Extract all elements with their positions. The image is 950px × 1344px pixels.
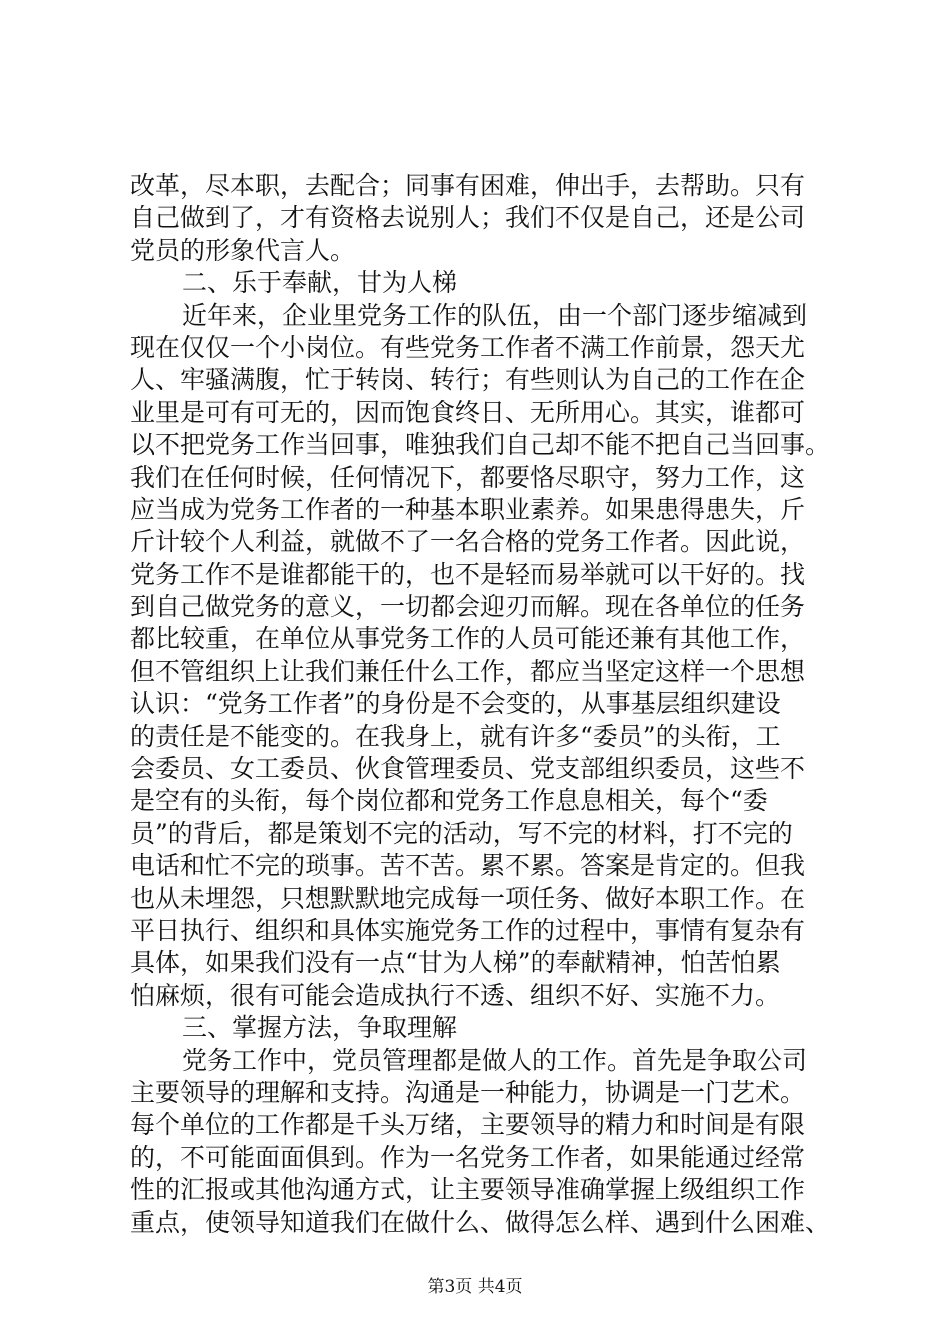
text-line: 斤计较个人利益，就做不了一名合格的党务工作者。因此说， xyxy=(130,527,806,557)
text-line: 认识：“党务工作者”的身份是不会变的，从事基层组织建设 xyxy=(130,689,781,719)
text-line: 都比较重，在单位从事党务工作的人员可能还兼有其他工作， xyxy=(130,624,806,654)
text-line: 每个单位的工作都是千头万绪，主要领导的精力和时间是有限 xyxy=(130,1110,806,1140)
text-line: 怕麻烦，很有可能会造成执行不透、组织不好、实施不力。 xyxy=(130,980,781,1010)
text-line: 会委员、女工委员、伙食管理委员、党支部组织委员，这些不 xyxy=(130,754,806,784)
section-heading: 三、掌握方法，争取理解 xyxy=(182,1013,458,1043)
text-line: 我们在任何时候，任何情况下，都要恪尽职守，努力工作，这 xyxy=(130,462,806,492)
text-line: 党员的形象代言人。 xyxy=(130,235,356,265)
text-line: 自己做到了，才有资格去说别人；我们不仅是自己，还是公司 xyxy=(130,203,806,233)
text-line: 人、牢骚满腹，忙于转岗、转行；有些则认为自己的工作在企 xyxy=(130,365,806,395)
text-line: 员”的背后，都是策划不完的活动，写不完的材料，打不完的 xyxy=(130,818,793,848)
page-number-footer: 第3页 共4页 xyxy=(427,1277,523,1297)
text-line: 的，不可能面面俱到。作为一名党务工作者，如果能通过经常 xyxy=(130,1142,806,1172)
text-line: 也从未埋怨，只想默默地完成每一项任务、做好本职工作。在 xyxy=(130,883,806,913)
text-line: 近年来，企业里党务工作的队伍，由一个部门逐步缩减到 xyxy=(182,300,808,330)
text-line: 以不把党务工作当回事，唯独我们自己却不能不把自己当回事。 xyxy=(130,430,831,460)
text-line: 性的汇报或其他沟通方式，让主要领导准确掌握上级组织工作 xyxy=(130,1175,806,1205)
text-line: 业里是可有可无的，因而饱食终日、无所用心。其实，谁都可 xyxy=(130,397,806,427)
text-line: 主要领导的理解和支持。沟通是一种能力，协调是一门艺术。 xyxy=(130,1077,806,1107)
text-line: 重点，使领导知道我们在做什么、做得怎么样、遇到什么困难、 xyxy=(130,1207,831,1237)
text-line: 改革，尽本职，去配合；同事有困难，伸出手，去帮助。只有 xyxy=(130,171,806,200)
text-line: 电话和忙不完的琐事。苦不苦。累不累。答案是肯定的。但我 xyxy=(130,851,806,881)
text-line: 但不管组织上让我们兼任什么工作，都应当坚定这样一个思想 xyxy=(130,656,806,686)
text-line: 党务工作不是谁都能干的，也不是轻而易举就可以干好的。找 xyxy=(130,559,806,589)
text-line: 到自己做党务的意义，一切都会迎刃而解。现在各单位的任务 xyxy=(130,592,806,622)
text-line: 具体，如果我们没有一点“甘为人梯”的奉献精神，怕苦怕累 xyxy=(130,948,781,978)
text-line: 平日执行、组织和具体实施党务工作的过程中，事情有复杂有 xyxy=(130,915,806,945)
text-line: 应当成为党务工作者的一种基本职业素养。如果患得患失，斤 xyxy=(130,494,806,524)
section-heading: 二、乐于奉献，甘为人梯 xyxy=(182,268,458,298)
text-line: 现在仅仅一个小岗位。有些党务工作者不满工作前景，怨天尤 xyxy=(130,332,806,362)
text-line: 是空有的头衔，每个岗位都和党务工作息息相关，每个“委 xyxy=(130,786,768,816)
body-text xyxy=(130,170,850,1239)
text-line: 的责任是不能变的。在我身上，就有许多“委员”的头衔，工 xyxy=(130,721,781,751)
text-line: 党务工作中，党员管理都是做人的工作。首先是争取公司 xyxy=(182,1045,808,1075)
